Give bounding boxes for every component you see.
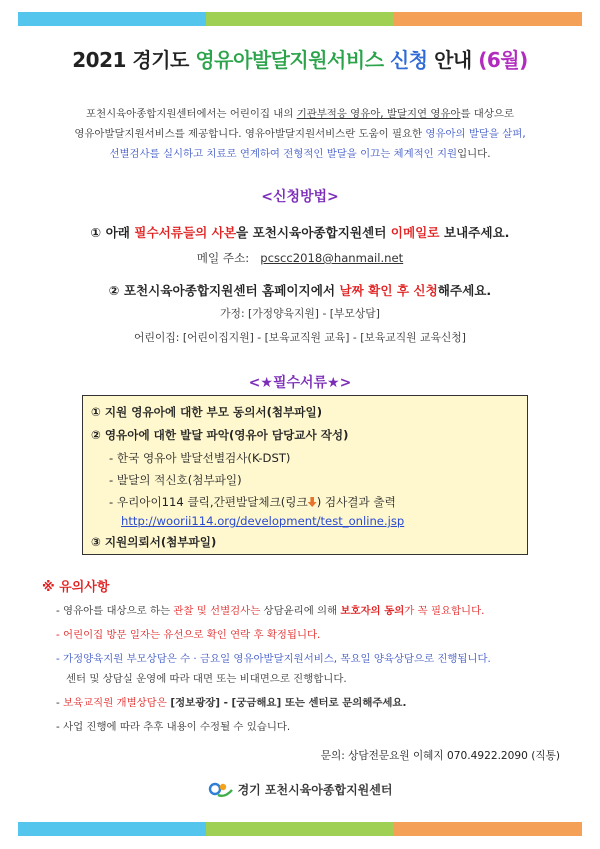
down-arrow-icon	[308, 497, 317, 507]
home-path: 가정: [가정양육지원] - [부모상담]	[220, 307, 380, 320]
notice-heading: ※ 유의사항	[42, 580, 110, 595]
doc-sub-2: - 발달의 적신호(첨부파일)	[109, 473, 242, 487]
intro-paragraph: 포천시육아종합지원센터에서는 어린이집 내의 기관부적응 영유아, 발달지연 영유아를 대상으로 영유아발달지원서비스를 제공합니다. 영유아발달지원서비스란 도움이 필요한 영유아의 발달을 살펴, 선별검사를 실시하고 치료로 연계하여 전형적인 발달을 이끄는 체계적인 지원입니다.	[74, 108, 526, 160]
notice-item-5: - 보육교직원 개별상담은 [정보광장] - [궁금해요] 또는 센터로 문의해주세요.	[56, 697, 407, 709]
top-color-bar	[18, 12, 582, 26]
doc-item-1: ① 지원 영유아에 대한 부모 동의서(첨부파일)	[91, 405, 322, 419]
doc-item-3: ③ 지원의뢰서(첨부파일)	[91, 535, 217, 549]
center-logo-icon	[208, 780, 234, 798]
email-line: 메일 주소: pcscc2018@hanmail.net	[196, 251, 404, 265]
doc-sub-1: - 한국 영유아 발달선별검사(K-DST)	[109, 451, 291, 465]
docs-heading: <★필수서류★>	[248, 375, 352, 391]
bottom-color-bar	[18, 822, 582, 836]
step2-text: ② 포천시육아종합지원센터 홈페이지에서 날짜 확인 후 신청해주세요.	[108, 283, 492, 298]
notice-item-1: - 영유아를 대상으로 하는 관찰 및 선별검사는 상담윤리에 의해 보호자의 동의가 꼭 필요합니다.	[56, 605, 485, 617]
test-online-link[interactable]: http://woorii114.org/development/test_online.jsp	[121, 514, 405, 528]
notice-item-4: 센터 및 상담실 운영에 따라 대면 또는 비대면으로 진행합니다.	[66, 673, 347, 685]
notice-item-2: - 어린이집 방문 일자는 유선으로 확인 연락 후 확정됩니다.	[56, 629, 321, 641]
email-address[interactable]: pcscc2018@hanmail.net	[260, 251, 404, 265]
required-documents-box	[82, 395, 528, 555]
footer-org: 경기 포천시육아종합지원센터	[0, 780, 600, 798]
notice-item-6: - 사업 진행에 따라 추후 내용이 수정될 수 있습니다.	[56, 721, 291, 733]
notice-item-3: - 가정양육지원 부모상담은 수 · 금요일 영유아발달지원서비스, 목요일 양육상담으로 진행됩니다.	[56, 653, 491, 665]
step1-text: ① 아래 필수서류들의 사본을 포천시육아종합지원센터 이메일로 보내주세요.	[90, 225, 510, 240]
doc-sub-3: - 우리아이114 클릭,간편발달체크(링크 ) 검사결과 출력	[109, 495, 396, 509]
method-heading: <신청방법>	[261, 189, 339, 205]
daycare-path: 어린이집: [어린이집지원] - [보육교직원 교육] - [보육교직원 교육신청]	[134, 331, 466, 344]
contact-info: 문의: 상담전문요원 이혜지 070.4922.2090 (직통)	[320, 750, 560, 762]
doc-item-2: ② 영유아에 대한 발달 파악(영유아 담당교사 작성)	[91, 428, 349, 442]
page-title: 2021 경기도 영유아발달지원서비스 신청 안내 (6월)	[72, 48, 528, 72]
